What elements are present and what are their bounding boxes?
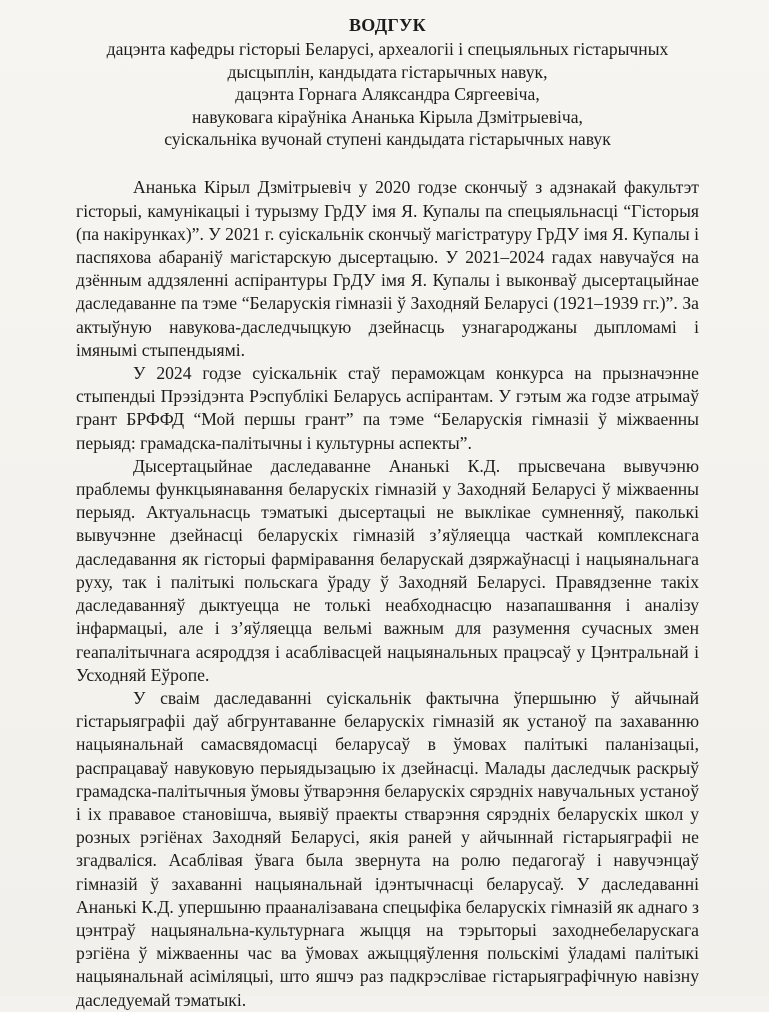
paragraph-4: У сваім даследаванні суіскальнік фактычна ўпершыню ў айчынай гістарыяграфіі даў абгрунтаванне беларускіх гімназій як устаноў па захаванню нацыянальнай самасвядомасці беларусаў в ўмовах палітыкі паланізацыі, распрацаваў навуковую перыядызацыю іх дзейнасці. Малады даследчык раскрыў грамадска-палітычныя ўмовы ўтварэння беларускіх сярэдніх навучальных устаноў і іх прававое становішча, выявіў праекты стварэння сярэдніх беларускіх школ у розных рэгіёнах Заходняй Беларусі, якія раней у айчыннай гістарыяграфіі не згадваліся. Асаблівая ўвага была звернута на ролю педагогаў і навучэнцаў гімназій ў захаванні нацыянальнай ідэнтычнасці беларусаў. У даследаванні Ананькі К.Д. упершыню прааналізавана спецыфіка беларускіх гімназій як аднаго з цэнтраў нацыянальна-культурнага жыцця на тэрыторыі заходнебеларускага рэгіёна ў міжваенны час ва ўмовах ажыццяўлення польскімі ўладамі палітыкі нацыянальнай асіміляцыі, што яшчэ раз падкрэслівае гістарыяграфічную навізну даследуемай тэматыкі. xyxy=(76,687,699,1010)
document-header xyxy=(76,14,699,150)
paragraph-2: У 2024 годзе суіскальнік стаў пераможцам конкурса на прызначэнне стыпендыі Прэзідэнта Рэспублікі Беларусь аспірантам. У гэтым жа годзе атрымаў грант БРФФД “Мой першы грант” па тэме “Беларускія гімназіі ў міжваенны перыяд: грамадска-палітычны і культурны аспекты”. xyxy=(76,363,699,453)
paragraph-3: Дысертацыйнае даследаванне Ананькі К.Д. прысвечана вывучэню праблемы функцыянавання беларускіх гімназій у Заходняй Беларусі ў міжваенны перыяд. Актуальнасць тэматыкі дысертацыі не выклікае сумненняў, паколькі вывучэнне дзейнасці беларускіх гімназій з’яўляецца часткай комплекснага даследавання як гісторыі фарміравання беларускай дзяржаўнасці і нацыянальнага руху, так і палітыкі польскага ўраду ў Заходняй Беларусі. Правядзенне такіх даследаванняў дыктуецца не толькі неабходнасцю назапашвання і аналізу інфармацыі, але і з’яўляецца вельмі важным для разумення сучасных змен геапалітычнага асяроддзя і асаблівасцей нацыянальных працэсаў у Цэнтральнай і Усходняй Еўропе. xyxy=(76,455,699,685)
document-body xyxy=(76,176,699,1011)
paragraph-1: Ананька Кірыл Дзмітрыевіч у 2020 годзе скончыў з адзнакай факультэт гісторыі, камунікацыі і турызму ГрДУ імя Я. Купалы па спецыяльнасці “Гісторыя (па накірунках)”. У 2021 г. суіскальнік скончыў магістратуру ГрДУ імя Я. Купалы і паспяхова абараніў магістарскую дысертацыю. У 2021–2024 гадах навучаўся на дзённым аддзяленні аспірантуры ГрДУ імя Я. Купалы і выконваў дысертацыйнае даследаванне па тэме “Беларускія гімназіі ў Заходняй Беларусі (1921–1939 гг.)”. За актыўную навукова-даследчыцкую дзейнасць узнагароджаны дыпломамі і імянымі стыпендыямі. xyxy=(76,177,699,360)
header-line-2: дысцыплін, кандыдата гістарычных навук, xyxy=(227,61,548,82)
header-line-5: суіскальніка вучонай ступені кандыдата гістарычных навук xyxy=(164,129,611,150)
header-line-3: дацэнта Горнага Аляксандра Сяргеевіча, xyxy=(235,84,540,105)
header-line-1: дацэнта кафедры гісторыі Беларусі, археалогіі і спецыяльных гістарычных xyxy=(106,39,669,60)
header-line-4: навуковага кіраўніка Ананька Кірыла Дзмітрыевіча, xyxy=(192,106,583,127)
document-title: ВОДГУК xyxy=(348,15,426,35)
